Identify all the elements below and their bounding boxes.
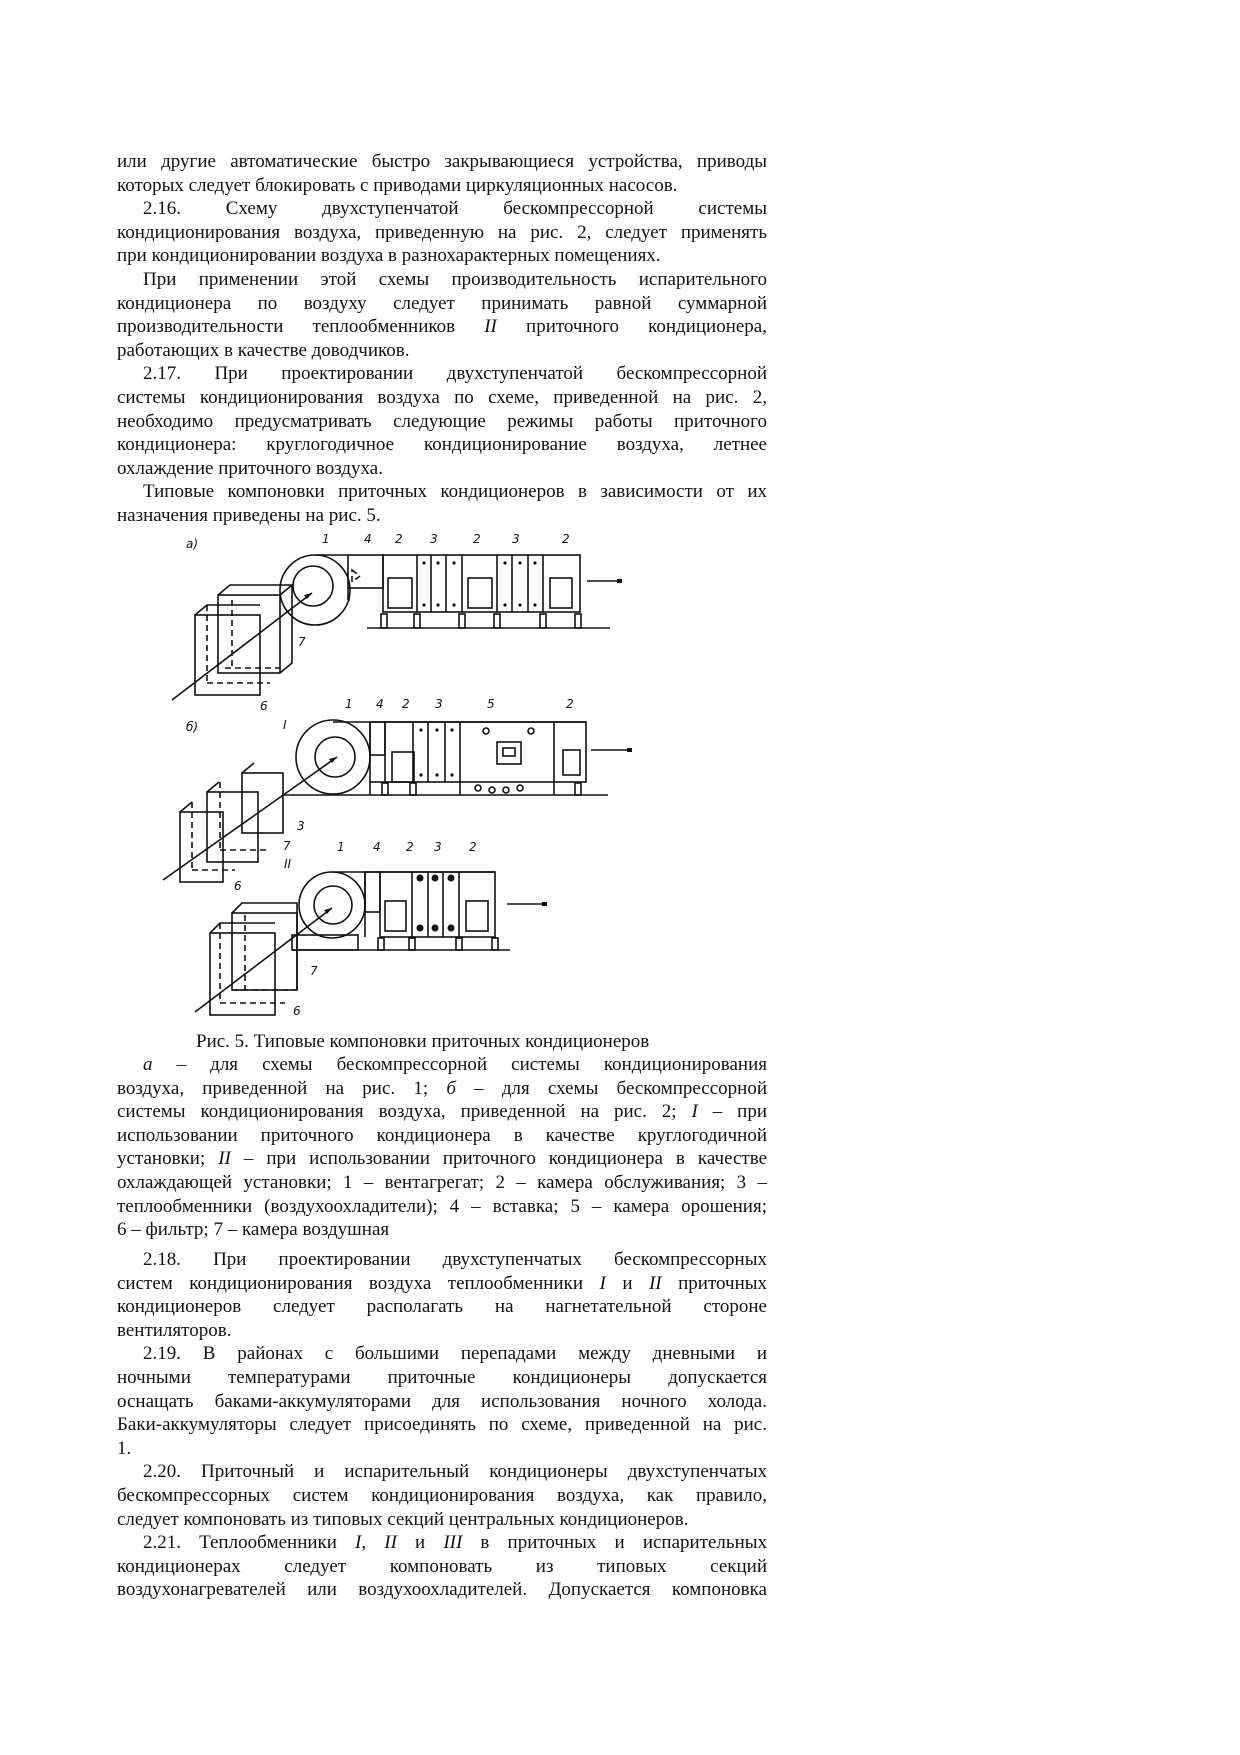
panel-c-diagram <box>195 840 547 1018</box>
panel-a-unit-body-circle <box>422 561 425 564</box>
text-line <box>117 197 767 221</box>
paragraph <box>117 150 767 197</box>
paragraph <box>117 1531 767 1602</box>
panel-c-callout-3: 3 <box>434 840 442 854</box>
figure-caption-text: Рис. 5. Типовые компоновки приточных кондиционеров <box>196 1031 650 1052</box>
text-line <box>117 1077 767 1101</box>
paragraph <box>117 1053 767 1242</box>
text-segment: 2.21. Теплообменники <box>143 1532 356 1554</box>
text-line <box>117 1272 767 1296</box>
panel-b-insert-section <box>370 722 385 755</box>
text-segment: 2.18. При проектировании двухступенчатых бескомпрессорных <box>143 1249 767 1270</box>
panel-a-unit-body-circle <box>436 561 439 564</box>
panel-a-fan-unit <box>280 555 350 625</box>
text-segment: кондиционерах следует компоновать из типовых секций <box>117 1555 767 1577</box>
panel-c-filter-boxes-line <box>195 908 332 1012</box>
panel-a-unit-body-rect <box>414 614 420 628</box>
text-line <box>117 1413 767 1437</box>
panel-b-label: б) <box>186 720 199 734</box>
panel-b-unit-body-rect <box>497 742 521 764</box>
panel-b-unit-body-rect <box>503 748 515 756</box>
text-segment: 2.20. Приточный и испарительный кондиционеры двухступенчатых <box>143 1461 767 1483</box>
text-segment: ночными температурами приточные кондиционеры допускается <box>117 1366 767 1388</box>
text-segment: , <box>361 1532 385 1554</box>
text-line <box>117 457 767 481</box>
panel-b-filter-boxes-line <box>163 757 337 880</box>
text-line <box>117 1171 767 1195</box>
text-line <box>117 480 767 504</box>
text-segment: приточного кондиционера, <box>496 316 767 338</box>
panel-b-unit-body-circle <box>483 728 489 734</box>
panel-c-filter-boxes-path <box>210 923 275 933</box>
panel-b-fan-unit-circle <box>296 720 370 794</box>
panel-b-unit-body-circle <box>450 773 453 776</box>
text-line <box>117 1053 767 1077</box>
panel-a-unit-body-circle <box>452 561 455 564</box>
panel-b-callout-2: 2 <box>402 697 410 711</box>
panel-c-fan-unit-rect <box>292 935 358 950</box>
panel-b-unit-body-circle <box>517 785 523 791</box>
panel-c-fan-unit <box>292 872 510 950</box>
text-line <box>117 1484 767 1508</box>
text-segment: – при использовании приточного кондиционера в качестве <box>230 1148 768 1170</box>
text-segment: охлаждение приточного воздуха. <box>117 457 383 479</box>
text-line <box>117 410 767 434</box>
text-line <box>117 1218 767 1242</box>
text-line <box>117 1578 767 1602</box>
panel-c-unit-body-rect <box>385 901 406 931</box>
panel-a-unit-body-circle <box>503 561 506 564</box>
panel-a-unit-body-rect <box>575 614 581 628</box>
text-line <box>117 1248 767 1272</box>
panel-a-unit-body-rect <box>459 614 465 628</box>
text-segment: приточных <box>661 1272 768 1294</box>
text-segment: производительности теплообменников <box>117 316 485 338</box>
text-segment: – при <box>697 1101 768 1123</box>
panel-c-fan-unit-circle <box>299 872 365 938</box>
text-segment: использовании приточного кондиционера в качестве круглогодичной <box>117 1124 767 1146</box>
panel-b-callout-1: 1 <box>345 697 353 711</box>
panel-a-callout-6: 6 <box>260 699 268 713</box>
text-line <box>117 339 767 363</box>
text-segment: 6 – фильтр; 7 – камера воздушная <box>117 1219 390 1241</box>
panel-a-unit-body-circle <box>518 603 521 606</box>
text-segment: систем кондиционирования воздуха теплообменники <box>117 1272 600 1294</box>
panel-b-unit-body-rect <box>563 750 580 775</box>
text-line <box>117 1295 767 1319</box>
panel-b-unit-body-rect <box>575 783 581 795</box>
panel-c-unit-body-rect <box>409 938 415 950</box>
panel-b-callout-7: 7 <box>283 839 291 853</box>
panel-b-filter-boxes <box>163 757 337 882</box>
panel-a-insert-section <box>348 555 383 588</box>
text-line <box>117 268 767 292</box>
text-segment: теплообменники (воздухоохладители); 4 – вставка; 5 – камера орошения; <box>117 1195 767 1217</box>
panel-c-label: II <box>284 857 292 871</box>
text-line <box>117 292 767 316</box>
text-line <box>117 1555 767 1579</box>
panel-b-unit-body-circle <box>528 728 534 734</box>
text-segment: Баки-аккумуляторы следует присоединять по схеме, приведенной на рис. <box>117 1414 767 1436</box>
italic-term: б <box>446 1077 456 1099</box>
panel-b-unit-body-circle <box>435 728 438 731</box>
panel-c-unit-body-rect <box>466 901 488 931</box>
text-segment: и <box>396 1532 444 1554</box>
text-segment: системы кондиционирования воздуха, приведенной на рис. 2; <box>117 1101 692 1123</box>
panel-c-unit-body-rect <box>492 938 498 950</box>
text-line <box>117 504 767 528</box>
panel-a-fan-unit-circle <box>293 566 333 606</box>
paragraph <box>117 1342 767 1460</box>
panel-a-unit-body-circle <box>452 603 455 606</box>
text-segment: 2.19. В районах с большими перепадами между дневными и <box>143 1343 767 1365</box>
text-segment: 2.16. Схему двухступенчатой бескомпрессорной системы <box>143 198 767 220</box>
panel-b-unit-body-circle <box>475 785 481 791</box>
text-line <box>117 150 767 174</box>
panel-c-callout-7: 7 <box>310 964 318 978</box>
panel-c-callout-1: 1 <box>337 840 345 854</box>
text-segment: Типовые компоновки приточных кондиционеров в зависимости от их <box>143 481 767 503</box>
panel-c-filter-boxes-rect <box>232 913 297 990</box>
paragraph <box>117 268 767 362</box>
text-segment: воздуха, приведенной на рис. 1; <box>117 1077 447 1099</box>
panel-a-filter-boxes-line <box>172 593 312 700</box>
paragraph <box>117 480 767 527</box>
panel-b-filter-boxes-line <box>207 782 219 792</box>
italic-term: а <box>143 1054 153 1075</box>
panel-a-filter-boxes-path <box>195 605 260 615</box>
panel-b-fan-unit-circle <box>315 737 355 777</box>
text-line <box>117 1195 767 1219</box>
italic-term: I <box>599 1272 606 1294</box>
text-block-bottom <box>117 1248 767 1602</box>
panel-a-callout-2: 2 <box>395 532 403 546</box>
panel-b-unit-body-circle <box>435 773 438 776</box>
panel-c-filter-boxes <box>195 903 332 1015</box>
text-segment: При применении этой схемы производительность испарительного <box>143 268 767 290</box>
panel-a-unit-body-rect <box>468 578 492 608</box>
panel-a-filter-boxes <box>172 585 312 700</box>
panel-b-unit-body-rect <box>392 752 414 782</box>
panel-b-fan-unit <box>283 720 608 795</box>
panel-b-unit-body-circle <box>450 728 453 731</box>
panel-b-callout-3b: 3 <box>297 819 305 833</box>
text-line <box>117 1366 767 1390</box>
text-segment: 2.17. При проектировании двухступенчатой бескомпрессорной <box>143 363 767 385</box>
panel-c-callout-2: 2 <box>406 840 414 854</box>
text-line <box>117 1319 767 1343</box>
text-segment: системы кондиционирования воздуха по схеме, приведенной на рис. 2, <box>117 386 767 408</box>
text-segment: в приточных и испарительных <box>462 1532 768 1554</box>
panel-a-filter-boxes-path <box>304 593 312 599</box>
panel-a-callout-4: 4 <box>364 532 372 546</box>
panel-b-unit-body-circle <box>489 787 495 793</box>
italic-term: II <box>218 1148 231 1170</box>
text-segment: или другие автоматические быстро закрывающиеся устройства, приводы <box>117 151 767 172</box>
text-line <box>117 386 767 410</box>
text-segment: назначения приведены на рис. 5. <box>117 504 381 526</box>
italic-term: III <box>443 1532 463 1554</box>
panel-b-unit-body-rect <box>385 722 586 782</box>
panel-c-unit-body-rect <box>380 872 495 937</box>
text-segment: воздухонагревателей или воздухоохладителей. Допускается компоновка <box>117 1579 767 1601</box>
text-line <box>117 244 767 268</box>
panel-b-filter-boxes-rect <box>242 773 283 833</box>
text-segment: при кондиционировании воздуха в разнохарактерных помещениях. <box>117 245 661 267</box>
panel-a-callout-2c: 2 <box>562 532 570 546</box>
text-line <box>117 1390 767 1414</box>
panel-c-callout-4: 4 <box>373 840 381 854</box>
figure-legend <box>117 1053 767 1242</box>
panel-a-unit-body-circle <box>533 603 536 606</box>
text-segment: охлаждающей установки; 1 – вентагрегат; 2 – камера обслуживания; 3 – <box>117 1171 767 1193</box>
panel-b-unit-body-rect <box>627 748 632 752</box>
panel-c-unit-body-rect <box>542 902 547 906</box>
panel-a-callout-1: 1 <box>322 532 330 546</box>
text-segment: кондиционера: круглогодичное кондиционирование воздуха, летнее <box>117 434 767 456</box>
text-line <box>117 1508 767 1532</box>
panel-b-callout-1b: I <box>283 718 287 732</box>
italic-term: I <box>355 1532 362 1554</box>
panel-c-filter-boxes-rect <box>210 933 275 1015</box>
text-segment: которых следует блокировать с приводами циркуляционных насосов. <box>117 174 678 196</box>
text-segment: – для схемы бескомпрессорной <box>455 1077 767 1099</box>
text-segment: и <box>605 1272 649 1294</box>
text-segment: установки; <box>117 1148 219 1170</box>
panel-c-filter-boxes-path <box>232 903 297 990</box>
figure-caption <box>117 1030 767 1054</box>
panel-a-unit-body-circle <box>503 603 506 606</box>
panel-c-unit-body-circle <box>448 875 455 882</box>
panel-a-unit-body-circle <box>518 561 521 564</box>
text-line <box>117 1147 767 1171</box>
text-segment: кондиционеров следует располагать на нагнетательной стороне <box>117 1296 767 1318</box>
panel-a-filter-boxes-path <box>218 585 292 673</box>
panel-c-insert-section-rect <box>365 872 380 912</box>
panel-c-callout-2b: 2 <box>469 840 477 854</box>
panel-a-callout-7: 7 <box>298 635 306 649</box>
panel-a-insert-section-path <box>352 570 360 582</box>
panel-c-unit-body-circle <box>417 875 424 882</box>
panel-b-callout-6: 6 <box>234 879 242 893</box>
panel-a-unit-body-rect <box>388 578 412 608</box>
panel-b-unit-body-rect <box>382 783 388 795</box>
text-line <box>117 1100 767 1124</box>
text-segment: оснащать баками-аккумуляторами для использования ночного холода. <box>117 1390 767 1412</box>
panel-a-callout-3: 3 <box>430 532 438 546</box>
paragraph <box>117 197 767 268</box>
text-line <box>117 1460 767 1484</box>
text-line <box>117 221 767 245</box>
panel-b-filter-boxes-path <box>329 757 337 763</box>
panel-a-unit-body-rect <box>381 614 387 628</box>
panel-b-callout-3: 3 <box>435 697 443 711</box>
panel-a-label: а) <box>186 537 199 551</box>
panel-c-unit-body-rect <box>456 938 462 950</box>
panel-b-filter-boxes-rect <box>207 792 258 862</box>
panel-a-unit-body-circle <box>436 603 439 606</box>
text-segment: – для схемы бескомпрессорной системы кондиционирования <box>152 1054 767 1075</box>
panel-b-unit-body-circle <box>419 728 422 731</box>
text-segment: следует компоновать из типовых секций центральных кондиционеров. <box>117 1508 689 1530</box>
panel-c-unit-body-rect <box>378 938 384 950</box>
text-segment: работающих в качестве доводчиков. <box>117 339 410 361</box>
panel-a-unit-body-rect <box>617 579 622 583</box>
panel-a-unit-body-circle <box>422 603 425 606</box>
italic-term: II <box>384 1532 397 1554</box>
panel-a-filter-boxes-rect <box>218 595 280 673</box>
panel-b-filter-boxes-line <box>180 802 192 812</box>
panel-a-filter-boxes-rect <box>195 615 260 695</box>
text-line <box>117 1437 767 1461</box>
text-segment: 1. <box>117 1437 132 1459</box>
panel-b-callout-4: 4 <box>376 697 384 711</box>
panel-c-callout-6: 6 <box>293 1004 301 1018</box>
panel-a-insert-section-rect <box>348 555 383 588</box>
panel-a-unit-body <box>367 555 622 628</box>
panel-b-callout-5: 5 <box>487 697 495 711</box>
panel-a-unit-body-rect <box>494 614 500 628</box>
panel-c-unit-body <box>378 872 547 950</box>
panel-a-unit-body-rect <box>540 614 546 628</box>
paragraph <box>117 1460 767 1531</box>
text-segment: вентиляторов. <box>117 1319 232 1341</box>
panel-c-fan-unit-circle <box>314 886 352 924</box>
panel-c-unit-body-circle <box>417 925 424 932</box>
text-line <box>117 1531 767 1555</box>
italic-term: II <box>484 316 497 338</box>
panel-b-unit-body-circle <box>503 787 509 793</box>
text-line <box>117 174 767 198</box>
panel-a-callout-2b: 2 <box>473 532 481 546</box>
text-line <box>117 315 767 339</box>
panel-b-diagram <box>163 697 632 893</box>
panel-a-fan-unit-circle <box>280 555 350 625</box>
text-line <box>117 1124 767 1148</box>
italic-term: II <box>648 1272 662 1294</box>
panel-c-unit-body-circle <box>448 925 455 932</box>
text-segment: необходимо предусматривать следующие режимы работы приточного <box>117 410 767 432</box>
panel-c-filter-boxes-path <box>324 908 332 914</box>
panel-b-unit-body-circle <box>419 773 422 776</box>
panel-c-unit-body-circle <box>432 875 439 882</box>
panel-b-filter-boxes-line <box>242 763 254 773</box>
text-segment: кондиционирования воздуха, приведенную на рис. 2, следует применять <box>117 221 767 243</box>
panel-a-filter-boxes-line <box>280 585 292 595</box>
paragraph <box>117 362 767 480</box>
panel-a-unit-body-rect <box>383 555 580 612</box>
text-line <box>117 362 767 386</box>
panel-b-callout-2b: 2 <box>566 697 574 711</box>
panel-b-unit-body-rect <box>410 783 416 795</box>
italic-term: I <box>691 1101 698 1123</box>
panel-a-callout-3b: 3 <box>512 532 520 546</box>
panel-a-diagram <box>172 532 622 713</box>
text-segment: бескомпрессорных систем кондиционирования воздуха, как правило, <box>117 1484 767 1506</box>
panel-b-insert-section-rect <box>370 722 385 755</box>
text-block-top <box>117 150 767 528</box>
panel-b-filter-boxes-rect <box>180 812 223 882</box>
panel-a-unit-body-circle <box>533 561 536 564</box>
text-line <box>117 1342 767 1366</box>
panel-a-unit-body-rect <box>550 578 572 608</box>
text-segment: кондиционера по воздуху следует принимать равной суммарной <box>117 292 767 314</box>
panel-b-unit-body <box>382 722 632 795</box>
panel-c-unit-body-circle <box>432 925 439 932</box>
panel-c-insert-section <box>365 872 380 912</box>
paragraph <box>117 1248 767 1342</box>
text-line <box>117 433 767 457</box>
